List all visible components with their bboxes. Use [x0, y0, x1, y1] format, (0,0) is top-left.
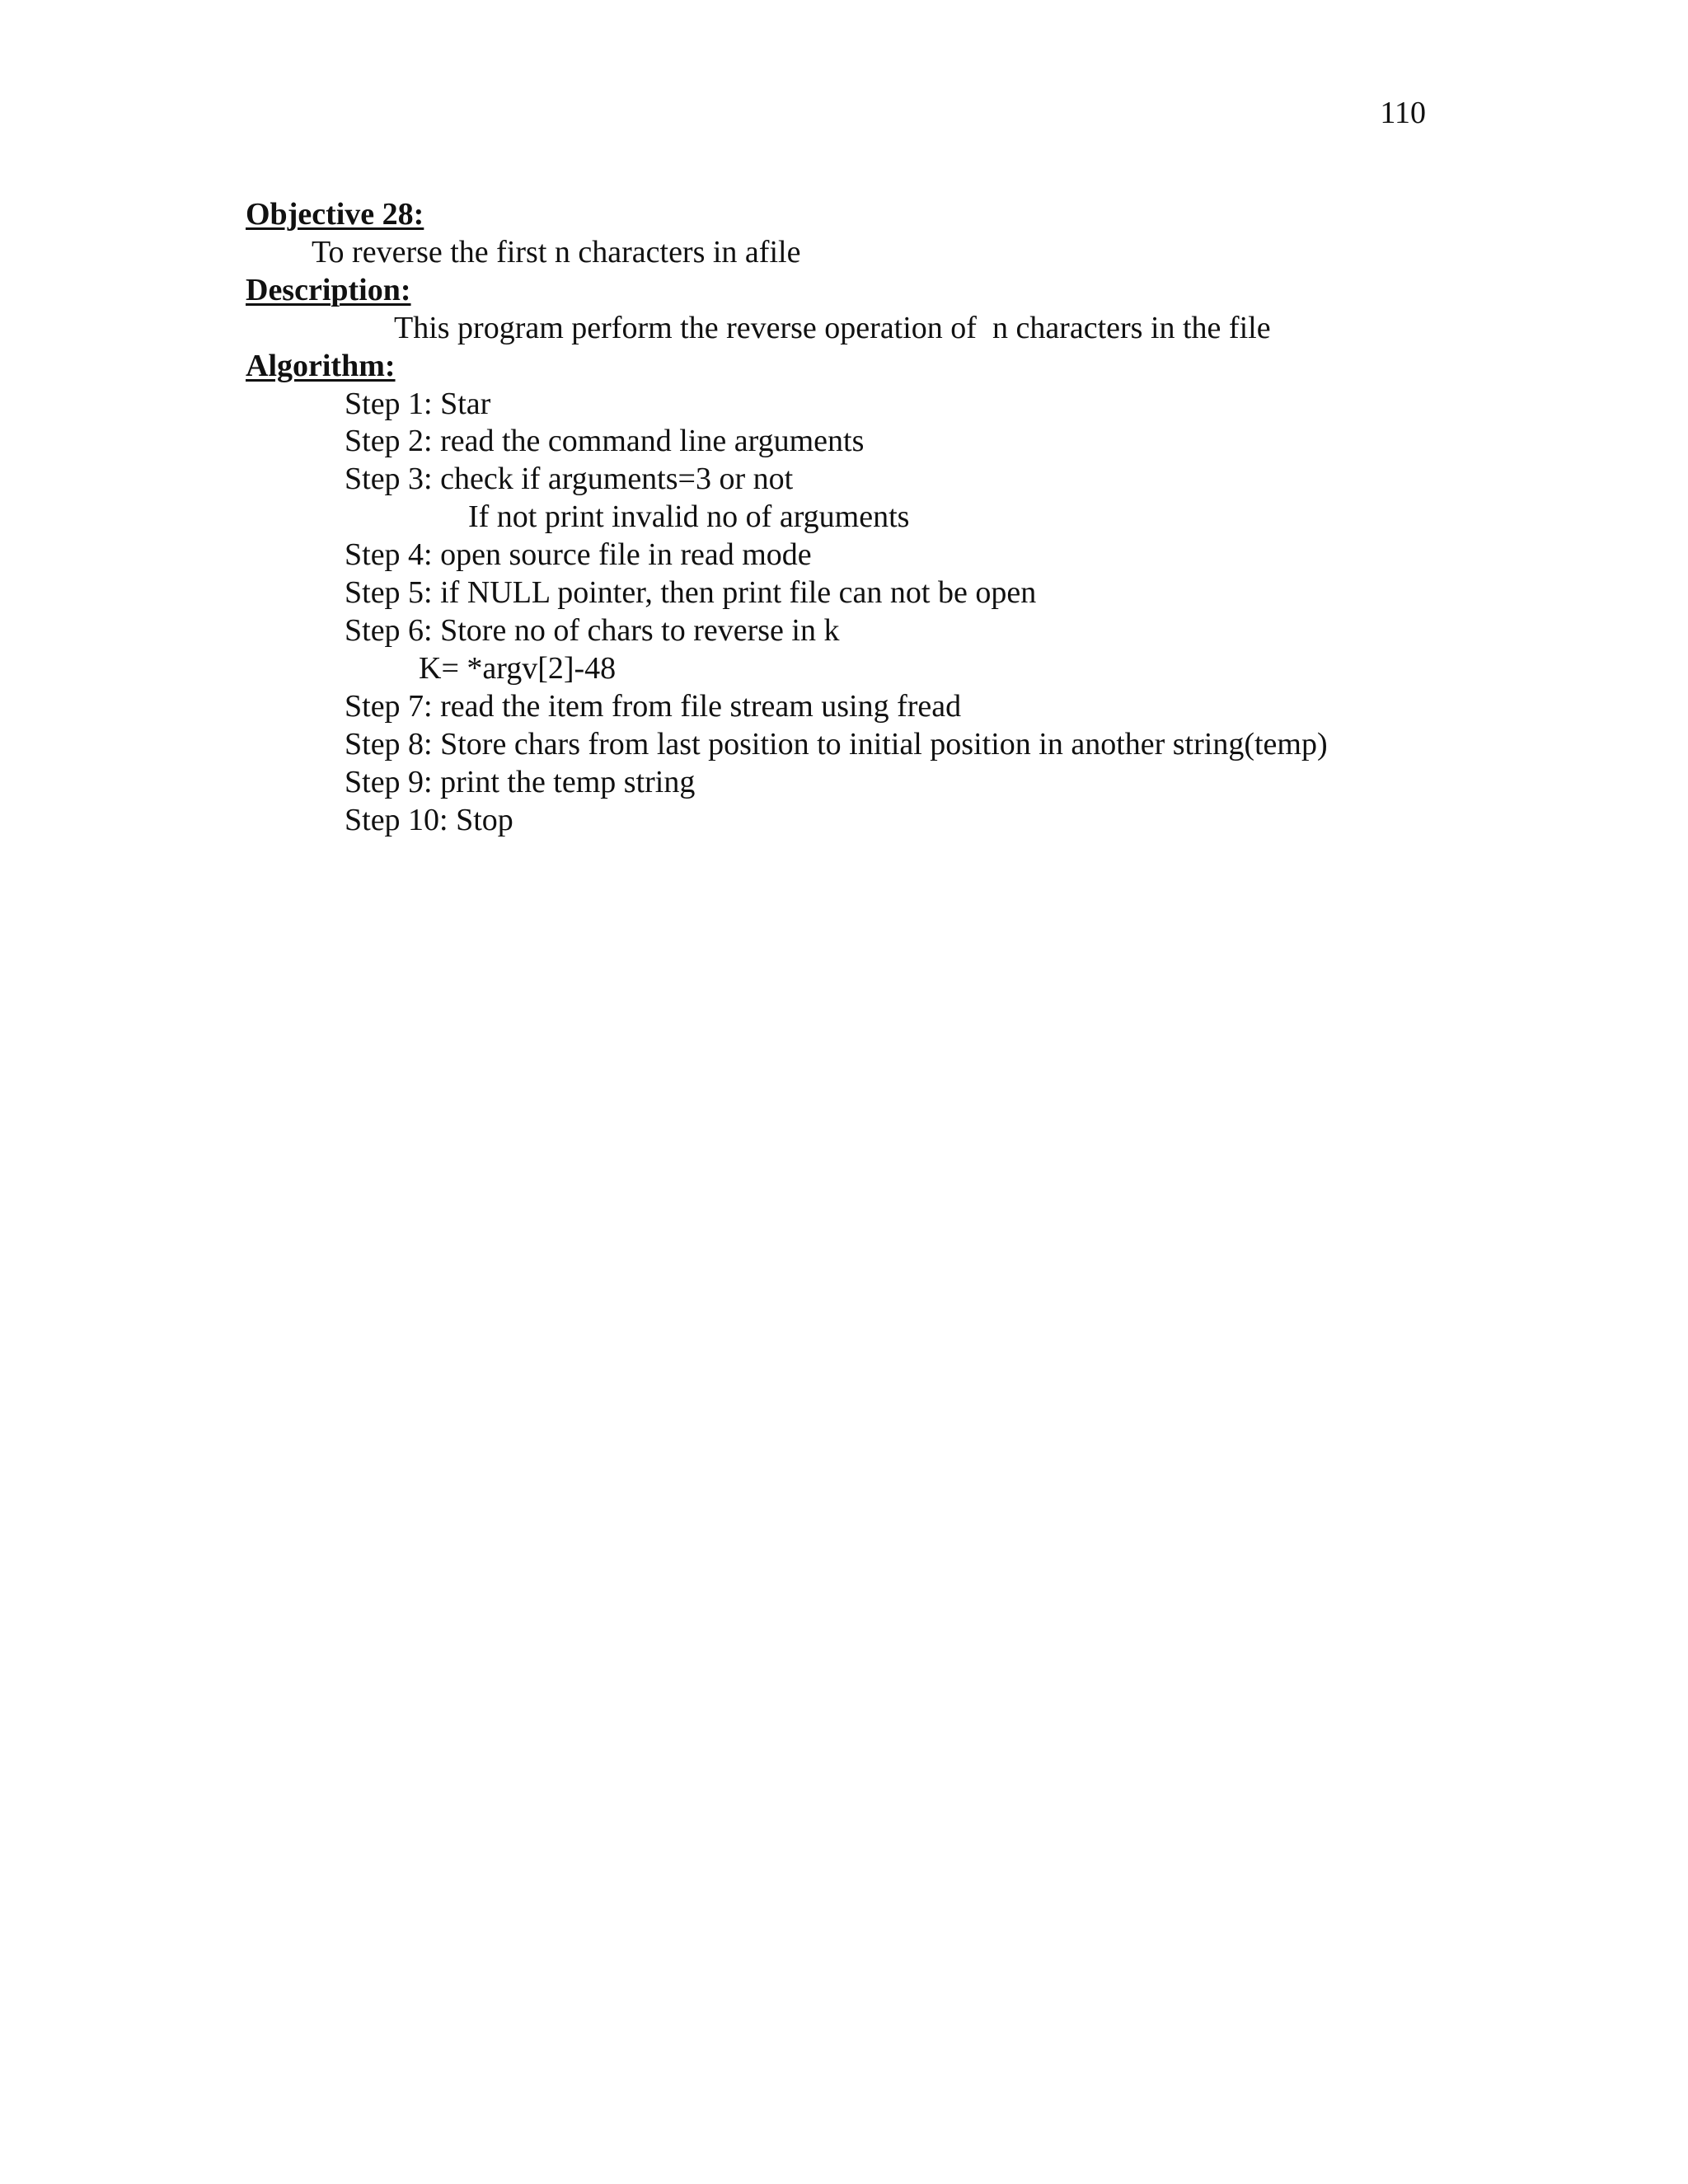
algorithm-step-6-detail: K= *argv[2]-48 [419, 650, 617, 686]
algorithm-step-9: Step 9: print the temp string [345, 764, 696, 799]
algorithm-step-4: Step 4: open source file in read mode [345, 537, 812, 573]
document-body [246, 196, 1465, 839]
objective-text: To reverse the first n characters in afile [312, 234, 801, 269]
algorithm-heading: Algorithm: [246, 348, 396, 383]
algorithm-step-10: Step 10: Stop [345, 802, 513, 837]
algorithm-step-3-detail: If not print invalid no of arguments [468, 499, 910, 535]
algorithm-steps [246, 386, 1465, 840]
algorithm-step-1: Step 1: Star [345, 386, 491, 421]
algorithm-step-3: Step 3: check if arguments=3 or not [345, 462, 794, 497]
description-text: This program perform the reverse operation of n characters in the file [394, 310, 1271, 345]
algorithm-step-7: Step 7: read the item from file stream using fread [345, 688, 962, 724]
page-number: 110 [1380, 96, 1426, 130]
algorithm-step-5: Step 5: if NULL pointer, then print file can not be open [345, 575, 1037, 611]
description-heading: Description: [246, 272, 411, 307]
objective-heading: Objective 28: [246, 197, 424, 232]
algorithm-step-8: Step 8: Store chars from last position to initial position in another string(temp) [345, 726, 1328, 762]
algorithm-step-6: Step 6: Store no of chars to reverse in k [345, 612, 840, 648]
algorithm-step-2: Step 2: read the command line arguments [345, 424, 865, 459]
